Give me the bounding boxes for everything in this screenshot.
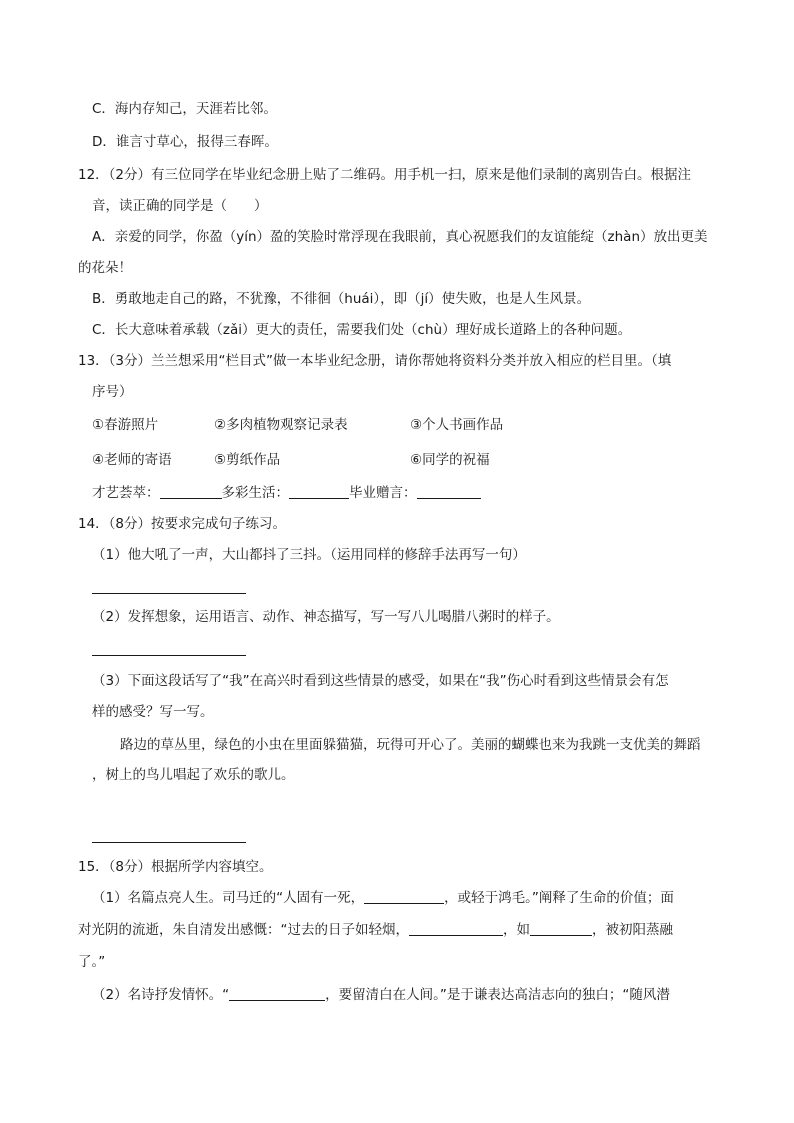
q15-sub1-text-c: 对光阴的流逝，朱自清发出感慨：“过去的日子如轻烟， bbox=[78, 922, 409, 938]
q15-sub1-text-b: ，或轻于鸿毛。”阐释了生命的价值；面 bbox=[444, 890, 674, 906]
q15-stem: 15．（8分）根据所学内容填空。 bbox=[78, 859, 273, 875]
q14-sub3-answer-line[interactable] bbox=[92, 842, 246, 843]
q14-sub2: （2）发挥想象，运用语言、动作、神态描写，写一写八儿喝腊八粥时的样子。 bbox=[92, 609, 560, 625]
q12-option-a-line2: 的花朵！ bbox=[78, 260, 132, 276]
q13-item-4: ④老师的寄语 bbox=[92, 452, 172, 468]
q14-stem: 14．（8分）按要求完成句子练习。 bbox=[78, 516, 287, 532]
q15-blank-4[interactable] bbox=[229, 986, 325, 1001]
q14-passage-line2: ，树上的鸟儿唱起了欢乐的歌儿。 bbox=[92, 767, 295, 783]
q13-gift-blank[interactable] bbox=[417, 484, 481, 499]
q15-blank-2[interactable] bbox=[409, 921, 503, 936]
q12-option-b: B．勇敢地走自己的路，不犹豫，不徘徊（huái），即（jí）使失败，也是人生风景。 bbox=[92, 291, 591, 307]
q11-option-d: D．谁言寸草心，报得三春晖。 bbox=[92, 134, 278, 150]
q12-stem-line2: 音，读正确的同学是（ ） bbox=[92, 198, 268, 214]
q15-sub1-line1 bbox=[92, 888, 674, 908]
q13-item-5: ⑤剪纸作品 bbox=[214, 452, 281, 468]
q13-item-1: ①春游照片 bbox=[92, 417, 159, 433]
q12-option-c: C．长大意味着承载（zǎi）更大的责任，需要我们处（chù）理好成长道路上的各种问题。 bbox=[92, 322, 632, 338]
q14-sub1: （1）他大吼了一声，大山都抖了三抖。（运用同样的修辞手法再写一句） bbox=[92, 547, 526, 563]
q12-stem-line1: 12．（2分）有三位同学在毕业纪念册上贴了二维码。用手机一扫，原来是他们录制的离别告白。根据注 bbox=[78, 167, 692, 183]
q15-blank-1[interactable] bbox=[364, 889, 444, 904]
q15-sub1-line2 bbox=[78, 920, 673, 940]
q15-sub2-line1 bbox=[92, 985, 670, 1005]
q13-item-3: ③个人书画作品 bbox=[410, 417, 504, 433]
q13-stem-line1: 13．（3分）兰兰想采用“栏目式”做一本毕业纪念册，请你帮她将资料分类并放入相应的栏目里。（填 bbox=[78, 353, 672, 369]
q13-category-talent-label: 才艺荟萃： bbox=[92, 485, 160, 501]
q13-life-blank[interactable] bbox=[289, 484, 349, 499]
q11-option-c: C．海内存知己，天涯若比邻。 bbox=[92, 101, 277, 117]
q14-passage-line1: 路边的草丛里，绿色的小虫在里面躲猫猫，玩得可开心了。美丽的蝴蝶也来为我跳一支优美的舞蹈 bbox=[120, 737, 701, 753]
q15-sub1-line3: 了。” bbox=[78, 954, 106, 970]
q15-sub2-text-a: （2）名诗抒发情怀。“ bbox=[92, 987, 230, 1003]
q14-sub3-line2: 样的感受？写一写。 bbox=[92, 704, 214, 720]
q13-item-2: ②多肉植物观察记录表 bbox=[214, 417, 348, 433]
q13-item-6: ⑥同学的祝福 bbox=[410, 452, 490, 468]
q15-sub2-text-b: ，要留清白在人间。”是于谦表达高洁志向的独白；“随风潜 bbox=[325, 987, 670, 1003]
q12-option-a-line1: A．亲爱的同学，你盈（yín）盈的笑脸时常浮现在我眼前，真心祝愿我们的友谊能绽（zhàn）放出更美 bbox=[92, 229, 708, 245]
q15-blank-3[interactable] bbox=[530, 921, 592, 936]
q15-sub1-text-a: （1）名篇点亮人生。司马迁的“人固有一死， bbox=[92, 890, 365, 906]
q13-stem-line2: 序号） bbox=[92, 384, 133, 400]
q15-sub1-text-d: ，如 bbox=[503, 922, 530, 938]
q13-talent-blank[interactable] bbox=[160, 484, 222, 499]
q13-category-gift-label: 毕业赠言： bbox=[349, 485, 417, 501]
q13-category-life-label: 多彩生活： bbox=[221, 485, 289, 501]
q14-sub2-answer-line[interactable] bbox=[92, 655, 246, 656]
q15-sub1-text-e: ，被初阳蒸融 bbox=[592, 922, 673, 938]
q14-sub3-line1: （3）下面这段话写了“我”在高兴时看到这些情景的感受，如果在“我”伤心时看到这些情景会有怎 bbox=[92, 673, 669, 689]
q14-sub1-answer-line[interactable] bbox=[92, 593, 246, 594]
q13-category-row bbox=[92, 483, 481, 503]
